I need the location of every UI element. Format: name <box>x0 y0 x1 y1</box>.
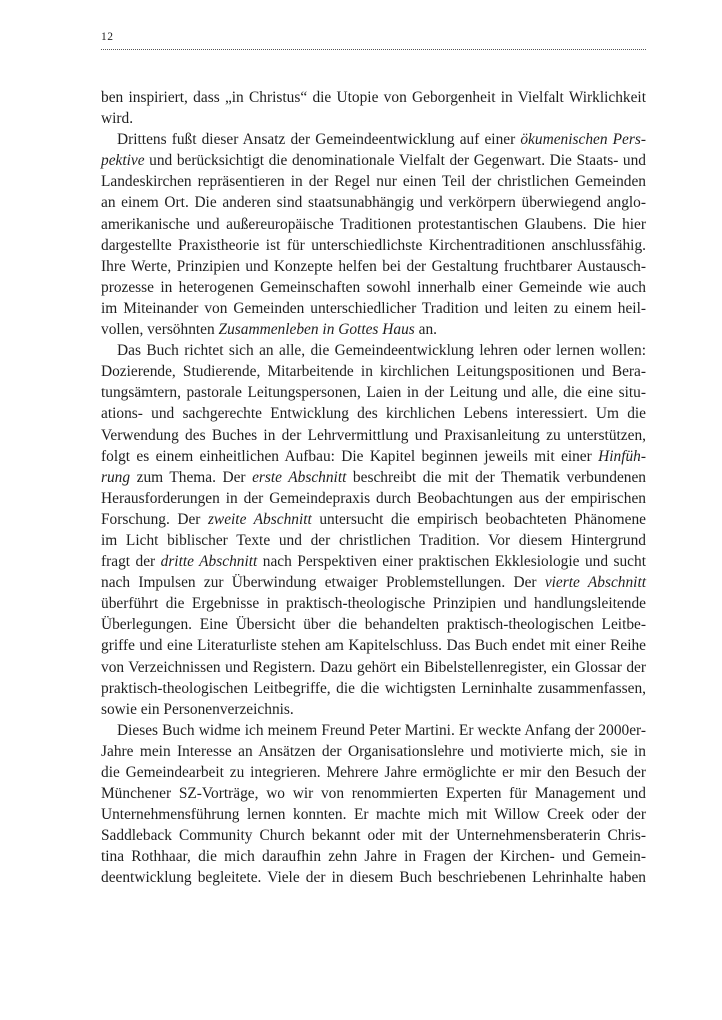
text-line <box>101 87 646 108</box>
text-line <box>101 720 646 741</box>
text-line <box>101 804 646 825</box>
text-span: folgt es einem einheitlichen Aufbau: Die Kapitel beginnen jeweils mit einer <box>101 447 599 465</box>
text-span: Ihre Werte, Prinzipien und Konzepte helfen bei der Gestaltung fruchtbarer Austausch- <box>101 257 646 275</box>
text-line <box>101 277 646 298</box>
text-span: Jahre mein Interesse an Ansätzen der Organisationslehre und motivierte mich, sie in <box>101 742 646 760</box>
text-line <box>101 361 646 382</box>
text-span: amerikanische und außereuropäische Traditionen protestantischen Glaubens. Die hier <box>101 215 646 233</box>
text-span: Dozierende, Studierende, Mitarbeitende in kirchlichen Leitungspositionen und Bera- <box>101 363 646 381</box>
italic-text: ökumenischen Pers- <box>520 131 646 149</box>
text-line <box>101 846 646 867</box>
text-line <box>101 298 646 319</box>
text-span: von Verzeichnissen und Registern. Dazu gehört ein Bibelstellenregister, ein Glossar der <box>101 658 646 676</box>
text-span: Dieses Buch widme ich meinem Freund Peter Martini. Er weckte Anfang der 2000er- <box>117 721 646 739</box>
text-span: untersucht die empirisch beobachteten Phänomene <box>311 510 646 528</box>
text-span: ben inspiriert, dass „in Christus“ die Utopie von Geborgenheit in Vielfalt Wirklichkeit <box>101 89 646 106</box>
text-span: Münchener SZ-Vorträge, wo wir von renommierten Experten für Management und <box>101 785 646 803</box>
italic-text: Hinfüh- <box>598 447 646 465</box>
text-span: Das Buch richtet sich an alle, die Gemeindeentwicklung lehren oder lernen wollen: <box>117 342 646 360</box>
text-span: Landeskirchen repräsentieren in der Regel nur einen Teil der christlichen Gemeinden <box>101 173 646 191</box>
text-line <box>101 699 646 720</box>
text-span: die Gemeindearbeit zu integrieren. Mehrere Jahre ermöglichte er mir den Besuch der <box>101 764 646 781</box>
text-line <box>101 446 646 467</box>
text-span: Herausforderungen in der Gemeindepraxis durch Beobachtungen aus der empirischen <box>101 489 646 507</box>
text-line <box>101 235 646 256</box>
italic-text: Zusammenleben in Gottes Haus <box>218 321 415 339</box>
text-line <box>101 214 646 235</box>
text-line <box>101 635 646 656</box>
text-span: fragt der <box>101 553 161 571</box>
text-line <box>101 382 646 403</box>
text-span: prozesse in heterogenen Gemeinschaften sowohl innerhalb einer Gemeinde wie auch <box>101 278 646 296</box>
text-line <box>101 762 646 783</box>
text-line <box>101 551 646 572</box>
text-span: an einem Ort. Die anderen sind staatsunabhängig und verkörpern überwiegend anglo- <box>101 194 646 212</box>
text-span: überführt die Ergebnisse in praktisch-theologische Prinzipien und handlungsleitende <box>101 595 646 613</box>
text-span: Überlegungen. Eine Übersicht über die behandelten praktisch-theologischen Leitbe- <box>101 616 646 634</box>
text-line <box>101 530 646 551</box>
text-line <box>101 825 646 846</box>
text-span: im Miteinander von Gemeinden unterschiedlicher Tradition und leiten zu einem heil- <box>101 299 646 317</box>
text-line <box>101 488 646 509</box>
text-line <box>101 171 646 192</box>
text-span: Unternehmensführung lernen konnten. Er machte mich mit Willow Creek oder der <box>101 806 646 824</box>
text-span: Verwendung des Buches in der Lehrvermittlung und Praxisanleitung zu unterstützen, <box>101 426 646 444</box>
text-line <box>101 340 646 361</box>
text-span: tungsämtern, pastorale Leitungspersonen, Laien in der Leitung und alle, die eine situ- <box>101 384 646 402</box>
text-line <box>101 741 646 762</box>
text-line <box>101 657 646 678</box>
text-line <box>101 150 646 171</box>
page-number: 12 <box>101 31 114 43</box>
text-span: sowie ein Personenverzeichnis. <box>101 700 294 718</box>
text-span: nach Perspektiven einer praktischen Ekklesiologie und sucht <box>257 553 646 571</box>
text-span: und berücksichtigt die denominationale Vielfalt der Gegenwart. Die Staats- und <box>144 152 646 170</box>
text-span: Saddleback Community Church bekannt oder mit der Unternehmensberaterin Chris- <box>101 827 646 845</box>
text-span: beschreibt die mit der Thematik verbundenen <box>346 468 646 486</box>
text-span: Forschung. Der <box>101 510 208 528</box>
text-line <box>101 129 646 150</box>
text-line <box>101 867 646 888</box>
text-line <box>101 108 646 129</box>
text-span: praktisch-theologischen Leitbegriffe, die die wichtigsten Lerninhalte zusammenfassen, <box>101 679 646 697</box>
text-span: im Licht biblischer Texte und der christlichen Tradition. Vor diesem Hintergrund <box>101 531 646 549</box>
text-line <box>101 256 646 277</box>
text-line <box>101 678 646 699</box>
text-line <box>101 403 646 424</box>
italic-text: pektive <box>101 152 145 170</box>
text-span: an. <box>414 321 437 339</box>
italic-text: vierte Abschnitt <box>544 574 646 592</box>
text-line <box>101 425 646 446</box>
italic-text: zweite Abschnitt <box>207 510 312 528</box>
text-span: zum Thema. Der <box>130 468 253 486</box>
italic-text: erste Abschnitt <box>252 468 347 486</box>
header-dotted-rule <box>101 49 646 50</box>
text-span: wird. <box>101 110 134 128</box>
italic-text: dritte Abschnitt <box>160 553 258 571</box>
text-line <box>101 614 646 635</box>
text-span: tina Rothhaar, die mich daraufhin zehn Jahre in Fragen der Kirchen- und Gemein- <box>101 848 646 866</box>
italic-text: rung <box>101 468 131 486</box>
text-line <box>101 319 646 340</box>
text-line <box>101 192 646 213</box>
body-text <box>101 87 646 889</box>
text-span: deentwicklung begleitete. Viele der in diesem Buch beschriebenen Lehrinhalte haben <box>101 869 646 887</box>
text-line <box>101 467 646 488</box>
text-line <box>101 593 646 614</box>
text-span: vollen, versöhnten <box>101 321 219 339</box>
text-span: Drittens fußt dieser Ansatz der Gemeindeentwicklung auf einer <box>117 131 521 149</box>
text-span: ations- und sachgerechte Entwicklung des kirchlichen Lebens interessiert. Um die <box>101 405 646 423</box>
text-span: dargestellte Praxistheorie ist für unterschiedlichste Kirchentraditionen anschlussfähig. <box>101 236 646 254</box>
text-span: griffe und eine Literaturliste stehen am Kapitelschluss. Das Buch endet mit einer Reihe <box>101 637 646 655</box>
text-line <box>101 783 646 804</box>
text-line <box>101 509 646 530</box>
text-line <box>101 572 646 593</box>
text-span: nach Impulsen zur Überwindung etwaiger Problemstellungen. Der <box>101 574 545 592</box>
